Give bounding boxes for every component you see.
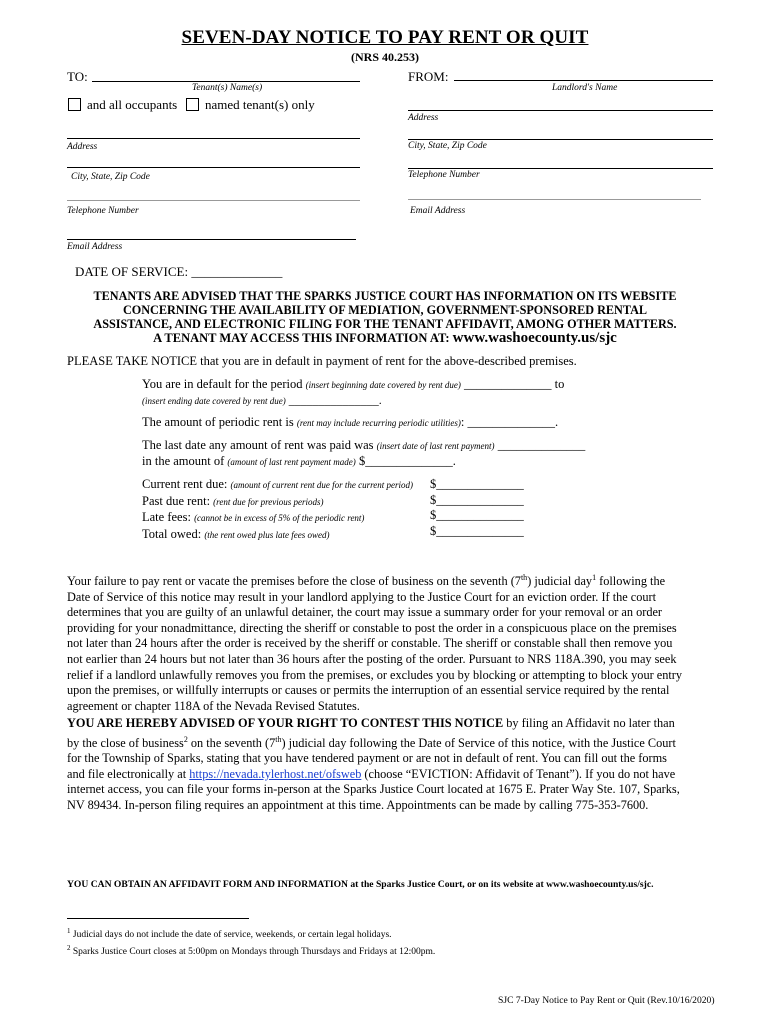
last-paid-amount-field[interactable]: $______________.	[358, 454, 456, 468]
default-period-line: You are in default for the period (insert beginning date covered by rent due) ______________ to	[142, 377, 565, 391]
named-tenants-checkbox[interactable]	[186, 98, 199, 116]
landlord-city-field[interactable]	[408, 139, 713, 140]
periodic-rent-line: The amount of periodic rent is (rent may include recurring periodic utilities): ______________.	[142, 415, 559, 429]
failure-to-pay-paragraph: Your failure to pay rent or vacate the premises before the close of business on the seventh (7th) judicial day$^1$ following the Date of Service of this notice may result in your landlord applying to the Justice Court for an eviction order. If the court determines that you are guilty of an unlawful detainer, the court may issue a summary order for your removal or an order providing for your nonadmittance, directing the sheriff or constable to post the order in a conspicuous place on the premises not later than 24 hours after the order is received by the sheriff or constable. The sheriff or constable shall then remove you not earlier than 24 hours but not later than 36 hours after the posting of the order. Pursuant to NRS 118A.390, you may seek relief if a landlord unlawfully removes you from the premises, or excludes you by blocking or attempting to block your entry upon the premises, or willfully interrupts or causes or permits the interruption of an essential service required by the rental agreement or chapter 118A of the Nevada Revised Statutes.	[67, 573, 683, 713]
last-paid-date-field[interactable]: ______________	[497, 438, 586, 452]
right-to-contest-paragraph: YOU ARE HEREBY ADVISED OF YOUR RIGHT TO CONTEST THIS NOTICE by filing an Affidavit no later than by the close of business$^2$ on the seventh (7th) judicial day following the Date of Service of this notice, with the Justice Court for the Township of Sparks, stating that you have tendered payment or are not in default of rent. You can fill out the forms and file electronically at https://nevada.tylerhost.net/ofsweb (choose “EVICTION: Affidavit of Tenant”). If you do not have internet access, you can file your forms in-person at the Sparks Justice Court located at 1675 E. Prater Way Ste. 107, Sparks, NV 89434. In-person filing requires an appointment at this time. Appointments can be made by calling 775-353-7600.	[67, 716, 680, 813]
landlord-name-caption: Landlord's Name	[552, 83, 618, 93]
statute-reference: (NRS 40.253)	[351, 50, 419, 64]
amount-row: Current rent due: (amount of current rent due for the current period)	[142, 477, 413, 491]
tenant-city-field[interactable]	[67, 167, 360, 168]
landlord-city-caption: City, State, Zip Code	[408, 141, 487, 151]
landlord-address-caption: Address	[408, 113, 439, 123]
affidavit-info-notice: YOU CAN OBTAIN AN AFFIDAVIT FORM AND INFORMATION at the Sparks Justice Court, or on its website at www.washoecounty.us/sjc.	[67, 879, 654, 890]
footnote-divider	[67, 918, 249, 919]
footnote: $^1$ Judicial days do not include the date of service, weekends, or certain legal holidays.	[67, 927, 392, 941]
current-rent-field[interactable]: $______________	[430, 477, 524, 491]
landlord-address-field[interactable]	[408, 110, 713, 111]
amounts-table	[142, 477, 413, 543]
late-fees-field[interactable]: $______________	[430, 508, 524, 522]
named-tenants-label: named tenant(s) only	[205, 97, 315, 112]
tenant-email-caption: Email Address	[67, 242, 123, 252]
notice-intro: PLEASE TAKE NOTICE that you are in default in payment of rent for the above-described premises.	[67, 354, 577, 368]
landlord-email-caption: Email Address	[410, 206, 466, 216]
landlord-email-field[interactable]	[408, 199, 701, 200]
landlord-telephone-caption: Telephone Number	[408, 170, 480, 180]
past-due-field[interactable]: $______________	[430, 492, 524, 507]
form-revision-footer: SJC 7-Day Notice to Pay Rent or Quit (Rev.10/16/2020)	[498, 995, 715, 1006]
tenant-email-field[interactable]	[67, 239, 356, 240]
footnote: $^2$ Sparks Justice Court closes at 5:00pm on Mondays through Thursdays and Fridays at 12:00pm.	[67, 944, 436, 958]
tenant-advisory: TENANTS ARE ADVISED THAT THE SPARKS JUSTICE COURT HAS INFORMATION ON ITS WEBSITE CONCERNING THE AVAILABILITY OF MEDIATION, GOVERNMENT-SPONSORED RENTAL ASSISTANCE, AND ELECTRONIC FILING FOR THE TENANT AFFIDAVIT, AMONG OTHER MATTERS. A TENANT MAY ACCESS THIS INFORMATION AT: www.washoecounty.us/sjc	[93, 289, 677, 346]
court-website: www.washoecounty.us/sjc	[452, 330, 617, 346]
amount-row: Past due rent: (rent due for previous periods)	[142, 493, 324, 508]
tenant-name-field[interactable]	[92, 81, 360, 82]
tenant-address-caption: Address	[67, 142, 98, 152]
date-of-service-label: DATE OF SERVICE: ______________	[75, 264, 283, 279]
from-label: FROM:	[408, 69, 449, 84]
tenant-telephone-caption: Telephone Number	[67, 206, 139, 216]
default-period-end-line: (insert ending date covered by rent due) _______________.	[142, 393, 382, 407]
footnotes	[67, 925, 435, 959]
amount-row: Total owed: (the rent owed plus late fees owed)	[142, 526, 330, 541]
efile-link[interactable]: https://nevada.tylerhost.net/ofsweb	[189, 766, 362, 781]
tenant-telephone-field[interactable]	[67, 200, 360, 201]
periodic-rent-field[interactable]: : ______________.	[460, 415, 559, 429]
last-paid-line: The last date any amount of rent was paid was (insert date of last rent payment) ______________	[142, 438, 586, 452]
tenant-name-caption: Tenant(s) Name(s)	[192, 83, 263, 93]
to-label: TO:	[67, 69, 88, 84]
tenant-city-caption: City, State, Zip Code	[71, 172, 150, 182]
landlord-telephone-field[interactable]	[408, 168, 713, 169]
document-title: SEVEN-DAY NOTICE TO PAY RENT OR QUIT	[181, 27, 589, 48]
period-start-field[interactable]: ______________	[464, 377, 552, 391]
date-of-service-field[interactable]: ______________	[191, 264, 283, 279]
last-paid-amount-line: in the amount of (amount of last rent payment made) $______________.	[142, 454, 456, 468]
amounts-fields	[430, 477, 524, 539]
landlord-name-field[interactable]	[454, 80, 713, 81]
all-occupants-label: and all occupants	[87, 97, 178, 112]
period-end-field[interactable]: _______________.	[288, 393, 382, 407]
all-occupants-checkbox[interactable]	[68, 98, 81, 116]
total-owed-field[interactable]: $______________	[430, 523, 524, 538]
amount-row: Late fees: (cannot be in excess of 5% of the periodic rent)	[142, 510, 365, 524]
tenant-address-field[interactable]	[67, 138, 360, 139]
